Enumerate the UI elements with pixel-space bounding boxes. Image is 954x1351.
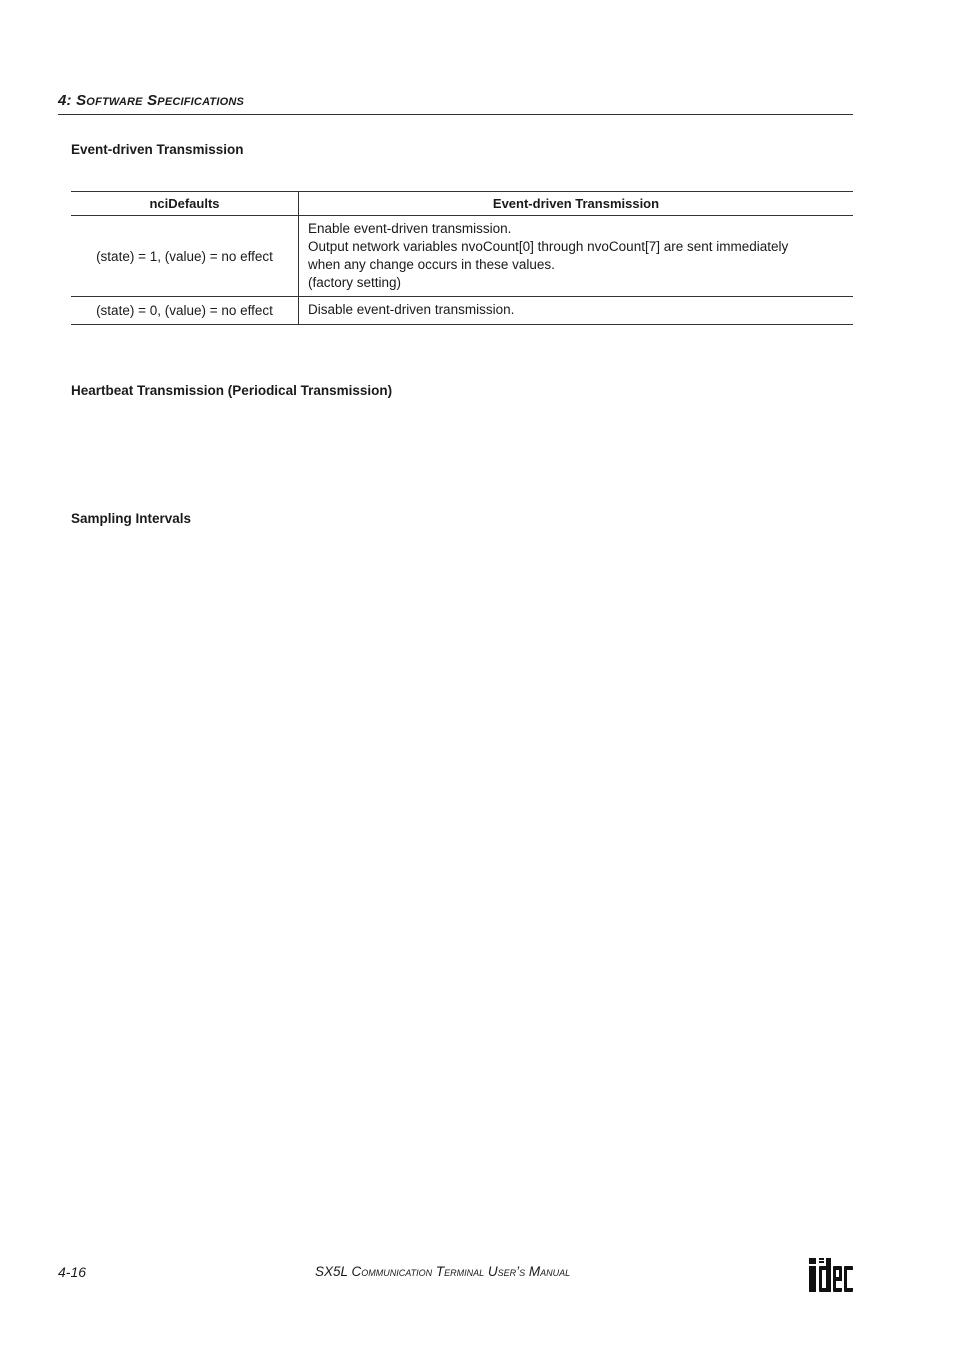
table-cell-setting: (state) = 1, (value) = no effect <box>71 216 299 297</box>
idec-logo-icon <box>808 1257 854 1293</box>
page-number: 4-16 <box>58 1264 87 1280</box>
description-line: Disable event-driven transmission. <box>308 302 515 317</box>
table-row <box>71 216 853 297</box>
manual-title: SX5L Communication Terminal User’s Manual <box>315 1264 571 1279</box>
sampling-heading: Sampling Intervals <box>71 511 192 526</box>
table-header-event-driven: Event-driven Transmission <box>299 192 854 216</box>
description-line: Enable event-driven transmission. <box>308 220 512 236</box>
description-line: (factory setting) <box>308 274 402 290</box>
description-line: Output network variables nvoCount[0] through nvoCount[7] are sent immediately <box>308 238 789 254</box>
event-driven-heading: Event-driven Transmission <box>71 142 244 157</box>
description-line: when any change occurs in these values. <box>308 256 555 272</box>
chapter-title: 4: Software Specifications <box>58 92 245 109</box>
table-cell-setting: (state) = 0, (value) = no effect <box>71 297 299 325</box>
table-cell-description <box>299 297 854 325</box>
event-driven-table <box>71 191 853 325</box>
table-header-ncidefaults: nciDefaults <box>71 192 299 216</box>
table-header-row <box>71 192 853 216</box>
table-cell-description <box>299 216 854 297</box>
table-row <box>71 297 853 325</box>
heartbeat-heading: Heartbeat Transmission (Periodical Transmission) <box>71 383 393 398</box>
chapter-header <box>58 92 853 115</box>
